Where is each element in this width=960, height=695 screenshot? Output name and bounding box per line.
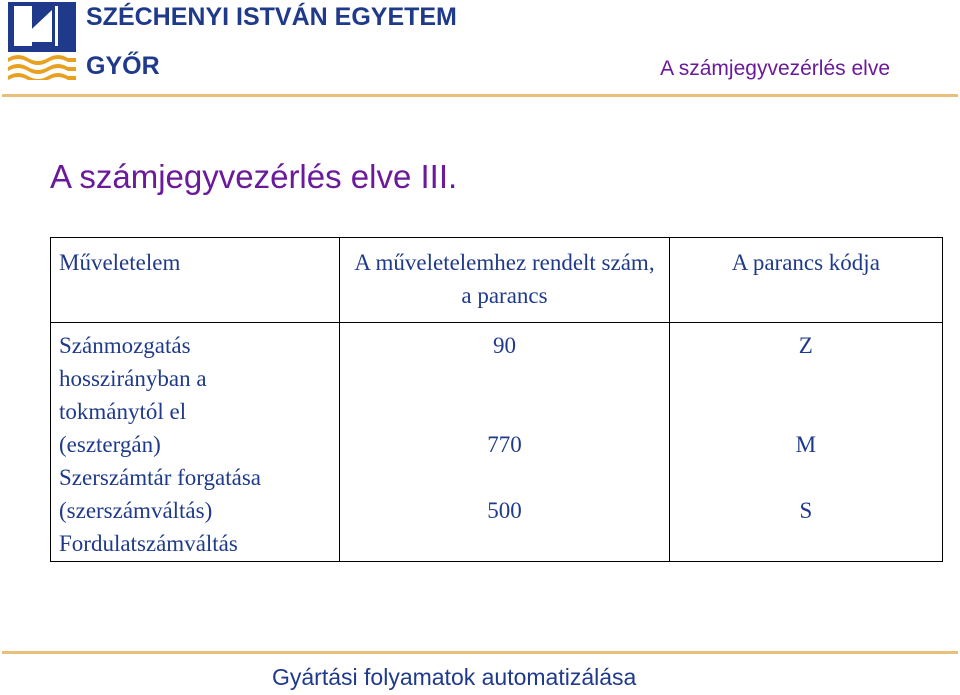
header-number: A műveletelemhez rendelt szám, a parancs bbox=[340, 238, 669, 323]
footer-divider bbox=[2, 651, 958, 654]
number-value bbox=[348, 461, 660, 494]
university-city: GYŐR bbox=[86, 52, 160, 80]
operations-cell bbox=[51, 323, 340, 562]
header-divider bbox=[2, 94, 958, 97]
university-name: SZÉCHENYI ISTVÁN EGYETEM bbox=[86, 3, 457, 31]
slide-title: A számjegyvezérlés elve III. bbox=[50, 158, 458, 195]
number-value: 90 bbox=[492, 333, 516, 358]
number-value: 770 bbox=[487, 432, 522, 457]
numbers-cell bbox=[340, 323, 669, 562]
operation-line: Fordulatszámváltás bbox=[59, 531, 238, 556]
codes-cell bbox=[669, 323, 942, 562]
number-value: 500 bbox=[487, 498, 522, 523]
code-value: Z bbox=[798, 333, 813, 358]
number-value bbox=[348, 527, 660, 560]
footer-text: Gyártási folyamatok automatizálása bbox=[272, 664, 637, 690]
code-value bbox=[678, 395, 934, 428]
header-topic: A számjegyvezérlés elve bbox=[660, 57, 890, 80]
table-header-row bbox=[51, 238, 943, 323]
command-table bbox=[50, 237, 943, 562]
operation-line: Szánmozgatás bbox=[59, 333, 191, 358]
table-row bbox=[51, 323, 943, 562]
operation-line: hosszirányban a bbox=[59, 366, 207, 391]
code-value: M bbox=[795, 432, 817, 457]
code-value: S bbox=[799, 498, 813, 523]
operation-line: (esztergán) bbox=[59, 432, 161, 457]
code-value bbox=[678, 461, 934, 494]
operation-line: Szerszámtár forgatása bbox=[59, 465, 262, 490]
university-logo-icon bbox=[8, 2, 76, 80]
operation-line: tokmánytól el bbox=[59, 399, 187, 424]
number-value bbox=[348, 362, 660, 395]
number-value bbox=[348, 395, 660, 428]
operation-line: (szerszámváltás) bbox=[59, 498, 213, 523]
header-operation: Műveletelem bbox=[51, 238, 340, 323]
header-code: A parancs kódja bbox=[669, 238, 942, 323]
code-value bbox=[678, 527, 934, 560]
code-value bbox=[678, 362, 934, 395]
